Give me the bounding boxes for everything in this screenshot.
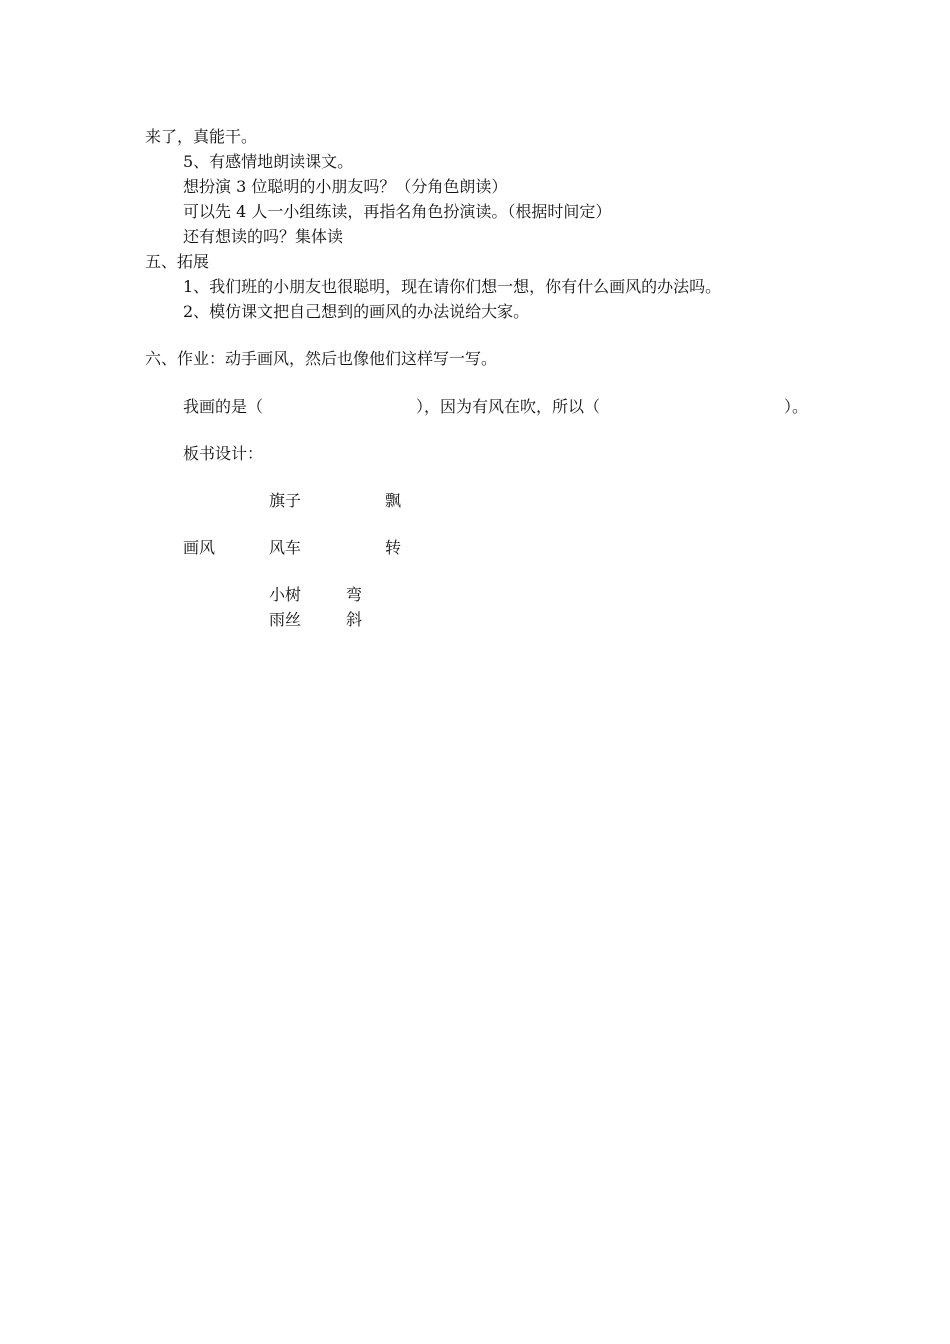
text-line: 可以先 4 人一小组练读，再指名角色扮演读。（根据时间定）	[183, 202, 612, 221]
text-line: 来了，真能干。	[145, 127, 258, 146]
board-center-word: 画风	[183, 538, 216, 557]
section-heading: 六、作业：动手画风，然后也像他们这样写一写。	[145, 349, 498, 368]
section-heading: 五、拓展	[145, 252, 210, 271]
text-line: 还有想读的吗？集体读	[183, 227, 344, 246]
text-line: 5、有感情地朗读课文。	[183, 152, 354, 171]
board-item: 旗子	[269, 491, 302, 510]
fill-in-part: ），因为有风在吹，所以（	[416, 397, 601, 416]
board-verb: 飘	[385, 491, 402, 510]
board-item: 风车	[269, 538, 302, 557]
board-verb: 弯	[346, 585, 363, 604]
board-item: 雨丝	[269, 610, 302, 629]
board-verb: 转	[385, 538, 402, 557]
text-line: 2、模仿课文把自己想到的画风的办法说给大家。	[183, 302, 530, 321]
fill-in-part: ）。	[784, 397, 809, 416]
board-item: 小树	[269, 585, 302, 604]
text-line: 想扮演 3 位聪明的小朋友吗？（分角色朗读）	[183, 177, 508, 196]
board-design-title: 板书设计：	[183, 444, 264, 463]
fill-in-part: 我画的是（	[183, 397, 264, 416]
text-line: 1、我们班的小朋友也很聪明，现在请你们想一想，你有什么画风的办法吗。	[183, 277, 722, 296]
board-verb: 斜	[346, 610, 363, 629]
